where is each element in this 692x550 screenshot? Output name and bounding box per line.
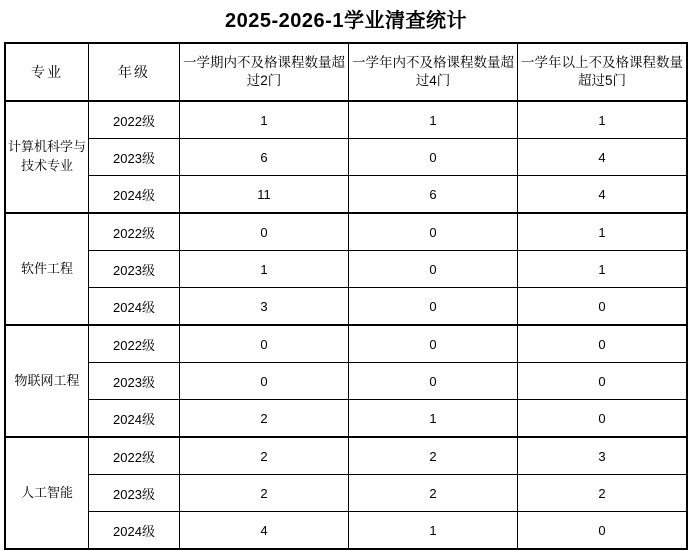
grade-cell: 2022级 [89, 437, 180, 475]
grade-cell: 2024级 [89, 288, 180, 326]
table-row [5, 363, 687, 400]
value-semester-over-2: 1 [180, 101, 349, 139]
value-year-over-4: 0 [349, 251, 518, 288]
value-year-over-4: 0 [349, 363, 518, 400]
grade-cell: 2023级 [89, 475, 180, 512]
value-semester-over-2: 1 [180, 251, 349, 288]
value-multiyear-over-5: 0 [518, 325, 688, 363]
value-multiyear-over-5: 0 [518, 512, 688, 550]
value-year-over-4: 1 [349, 400, 518, 438]
grade-cell: 2022级 [89, 101, 180, 139]
table-header [5, 43, 687, 101]
value-year-over-4: 0 [349, 325, 518, 363]
value-multiyear-over-5: 4 [518, 176, 688, 214]
table-body [5, 101, 687, 549]
value-semester-over-2: 3 [180, 288, 349, 326]
value-multiyear-over-5: 3 [518, 437, 688, 475]
value-year-over-4: 2 [349, 437, 518, 475]
major-cell: 软件工程 [5, 213, 89, 325]
value-multiyear-over-5: 0 [518, 288, 688, 326]
grade-cell: 2022级 [89, 325, 180, 363]
table-row [5, 475, 687, 512]
grade-cell: 2024级 [89, 176, 180, 214]
grade-cell: 2023级 [89, 139, 180, 176]
table-row [5, 139, 687, 176]
table-row [5, 288, 687, 326]
value-multiyear-over-5: 1 [518, 213, 688, 251]
major-cell: 物联网工程 [5, 325, 89, 437]
value-multiyear-over-5: 2 [518, 475, 688, 512]
grade-cell: 2023级 [89, 251, 180, 288]
table-row [5, 437, 687, 475]
value-semester-over-2: 2 [180, 437, 349, 475]
major-cell: 计算机科学与技术专业 [5, 101, 89, 213]
value-semester-over-2: 0 [180, 213, 349, 251]
page-title: 2025-2026-1学业清查统计 [225, 10, 467, 32]
value-multiyear-over-5: 1 [518, 251, 688, 288]
grade-cell: 2024级 [89, 512, 180, 550]
value-year-over-4: 6 [349, 176, 518, 214]
value-year-over-4: 2 [349, 475, 518, 512]
value-year-over-4: 1 [349, 101, 518, 139]
table-row [5, 251, 687, 288]
table-row [5, 176, 687, 214]
value-semester-over-2: 11 [180, 176, 349, 214]
value-year-over-4: 1 [349, 512, 518, 550]
table-row [5, 101, 687, 139]
academic-review-table [4, 42, 688, 550]
value-multiyear-over-5: 4 [518, 139, 688, 176]
value-year-over-4: 0 [349, 288, 518, 326]
column-header-multiyear-over-5: 一学年以上不及格课程数量超过5门 [518, 43, 688, 101]
value-multiyear-over-5: 0 [518, 363, 688, 400]
value-multiyear-over-5: 0 [518, 400, 688, 438]
table-header-row [5, 43, 687, 101]
value-year-over-4: 0 [349, 139, 518, 176]
value-semester-over-2: 0 [180, 363, 349, 400]
table-row [5, 512, 687, 550]
value-semester-over-2: 0 [180, 325, 349, 363]
value-multiyear-over-5: 1 [518, 101, 688, 139]
column-header-year-over-4: 一学年内不及格课程数量超过4门 [349, 43, 518, 101]
grade-cell: 2022级 [89, 213, 180, 251]
column-header-grade: 年级 [89, 43, 180, 101]
grade-cell: 2024级 [89, 400, 180, 438]
column-header-semester-over-2: 一学期内不及格课程数量超过2门 [180, 43, 349, 101]
table-row [5, 213, 687, 251]
column-header-major: 专业 [5, 43, 89, 101]
value-semester-over-2: 2 [180, 400, 349, 438]
value-semester-over-2: 6 [180, 139, 349, 176]
grade-cell: 2023级 [89, 363, 180, 400]
table-row [5, 325, 687, 363]
major-cell: 人工智能 [5, 437, 89, 549]
value-semester-over-2: 2 [180, 475, 349, 512]
value-year-over-4: 0 [349, 213, 518, 251]
value-semester-over-2: 4 [180, 512, 349, 550]
table-row [5, 400, 687, 438]
